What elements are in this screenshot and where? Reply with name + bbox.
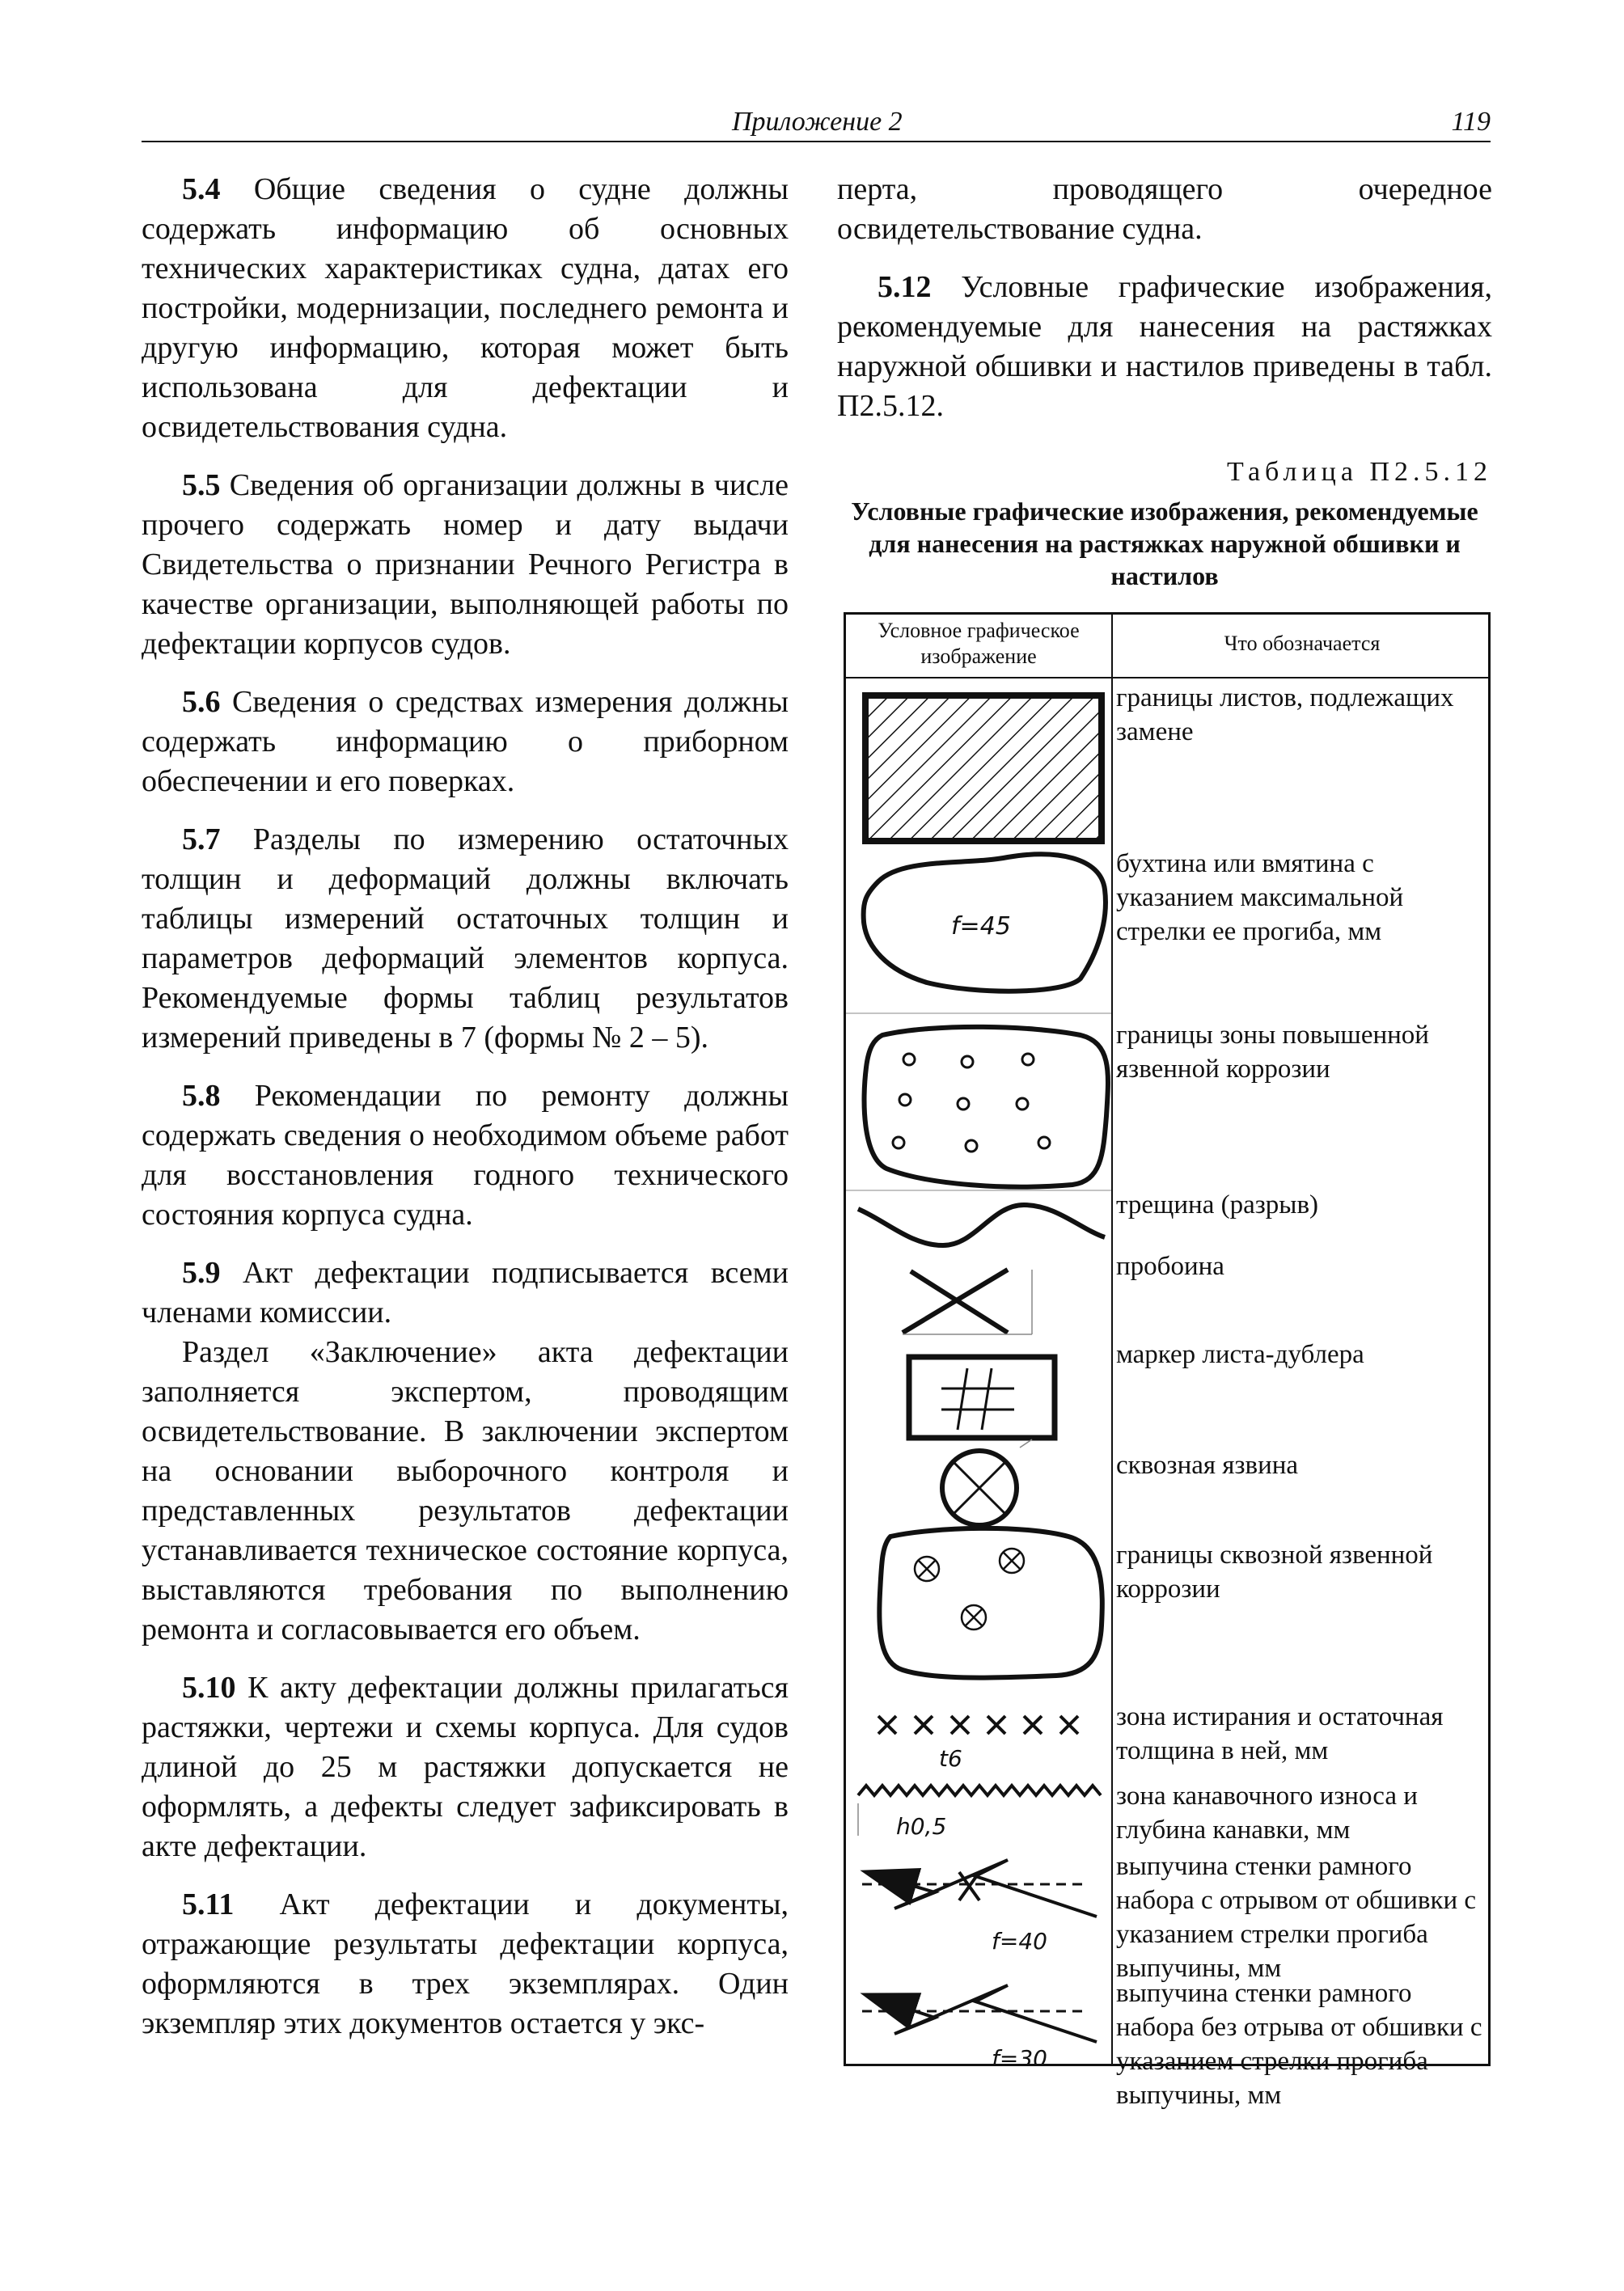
paragraph-5-7 [142,820,789,1058]
right-column [837,170,1492,445]
symbol-drawings [846,615,1111,2066]
paragraph-5-4 [142,170,789,447]
left-column [142,170,789,2062]
paragraph-number: 5.10 [182,1671,236,1705]
paragraph-number: 5.11 [182,1887,235,1921]
dent-label: f=45 [951,912,1011,940]
paragraph-text: Общие сведения о судне должны содержать информацию об основных технических характеристиках судна, датах его постройки, модернизации, последнего ремонта и другую информацию, которая может быть использована для дефектации и освидетельствования судна. [142,172,789,444]
paragraph-5-9 [142,1253,789,1333]
running-header [142,104,1491,142]
paragraph-number: 5.5 [182,468,221,502]
row-desc-5: пробоина [1116,1252,1224,1281]
paragraph-text: Сведения о средствах измерения должны содержать информацию о приборном обеспечении и его поверках. [142,685,789,798]
row-desc-12: выпучина стенки рамного набора без отрыва от обшивки с указанием стрелки прогиба выпучины, мм [1116,1979,1482,2110]
row-desc-8: границы сквозной язвенной коррозии [1116,1541,1433,1604]
row-desc-6: маркер листа-дублера [1116,1340,1364,1369]
doubler-marker-icon [909,1357,1055,1438]
through-pit-icon [942,1439,1032,1525]
paragraph-number: 5.7 [182,822,221,856]
abrasion-label: t6 [939,1745,962,1772]
buckle-with-separation-icon [862,1860,1097,1917]
row-desc-3: границы зоны повышенной язвенной коррозии [1116,1021,1429,1084]
paragraph-text: Условные графические изображения, рекомендуемые для нанесения на растяжках наружной обшивки и настилов приведены в табл. П2.5.12. [837,270,1492,423]
paragraph-5-11-continued: перта, проводящего очередное освидетельствование судна. [837,172,1492,246]
paragraph-text: Разделы по измерению остаточных толщин и деформаций должны включать таблицы измерений остаточных толщин и параметров деформаций элементов корпуса. Рекомендуемые формы таблиц результатов измерений приведены в 7 (формы № 2 – 5). [142,822,789,1055]
row-desc-11: выпучина стенки рамного набора с отрывом от обшивки с указанием стрелки прогиба выпучины, мм [1116,1852,1477,1983]
row-desc-1: границы листов, подлежащих замене [1116,683,1454,746]
row-desc-9: зона истирания и остаточная толщина в ней, мм [1116,1702,1444,1765]
table-column-divider [1111,615,1113,2064]
groove-label: h0,5 [896,1813,947,1840]
paragraph-text: Акт дефектации подписывается всеми членами комиссии. [142,1256,789,1329]
paragraph-5-12 [837,268,1492,426]
paragraph-text: Сведения об организации должны в числе прочего содержать номер и дату выдачи Свидетельства о признании Речного Регистра в качестве организации, выполняющей работы по дефектации корпусов судов. [142,468,789,661]
hatched-rectangle-icon [865,695,1102,841]
buckle-separation-label: f=40 [992,1928,1047,1955]
row-desc-4: трещина (разрыв) [1116,1190,1319,1219]
symbols-table [844,612,1491,2110]
header-title: Приложение 2 [732,107,903,137]
dent-outline-icon [864,854,1106,991]
through-pitting-zone-icon [879,1528,1102,1678]
paragraph-text: К акту дефектации должны прилагаться растяжки, чертежи и схемы корпуса. Для судов длиной до 25 м растяжки допускается не оформлять, а дефекты следует зафиксировать в акте дефектации. [142,1671,789,1863]
table-title: Условные графические изображения, рекомендуемые для нанесения на растяжках наружной обшивки и настилов [851,497,1478,590]
paragraph-5-10 [142,1668,789,1866]
paragraph-number: 5.4 [182,172,221,206]
table-header-symbol: Условное графическое изображение [878,619,1080,668]
buckle-no-separation-label: f=30 [992,2045,1047,2066]
row-desc-2: бухтина или вмятина с указанием максимальной стрелки ее прогиба, мм [1116,849,1404,946]
paragraph-number: 5.9 [182,1256,221,1290]
paragraph-number: 5.6 [182,685,221,719]
row-desc-10: зона канавочного износа и глубина канавки, мм [1116,1782,1418,1845]
abrasion-zone-icon [878,1716,1078,1734]
table-caption: Таблица П2.5.12 [1227,457,1492,487]
pitting-corrosion-zone-icon [865,1027,1108,1187]
groove-wear-icon [858,1786,1101,1795]
paragraph-5-11 [142,1885,789,2044]
breach-x-icon [903,1270,1032,1334]
paragraph-text: Рекомендации по ремонту должны содержать сведения о необходимом объеме работ для восстановления годного технического состояния корпуса судна. [142,1079,789,1232]
paragraph-number: 5.12 [878,270,932,304]
paragraph-5-6 [142,683,789,801]
page-number: 119 [1451,107,1491,137]
paragraph-5-9-conclusion: Раздел «Заключение» акта дефектации заполняется экспертом, проводящим освидетельствование. В заключении экспертом на основании выборочного контроля и представленных результатов дефектации устанавливается техническое состояние корпуса, выставляются требования по выполнению ремонта и согласовывается его объем. [142,1335,789,1646]
row-desc-7: сквозная язвина [1116,1451,1299,1480]
paragraph-5-8 [142,1076,789,1235]
buckle-without-separation-icon [862,1985,1097,2042]
table-header-meaning: Что обозначается [1224,632,1381,655]
paragraph-text: Акт дефектации и документы, отражающие результаты дефектации корпуса, оформляются в трех экземплярах. Один экземпляр этих документов остается у экс- [142,1887,789,2040]
paragraph-number: 5.8 [182,1079,221,1113]
paragraph-5-5 [142,466,789,664]
crack-wave-icon [858,1205,1105,1245]
